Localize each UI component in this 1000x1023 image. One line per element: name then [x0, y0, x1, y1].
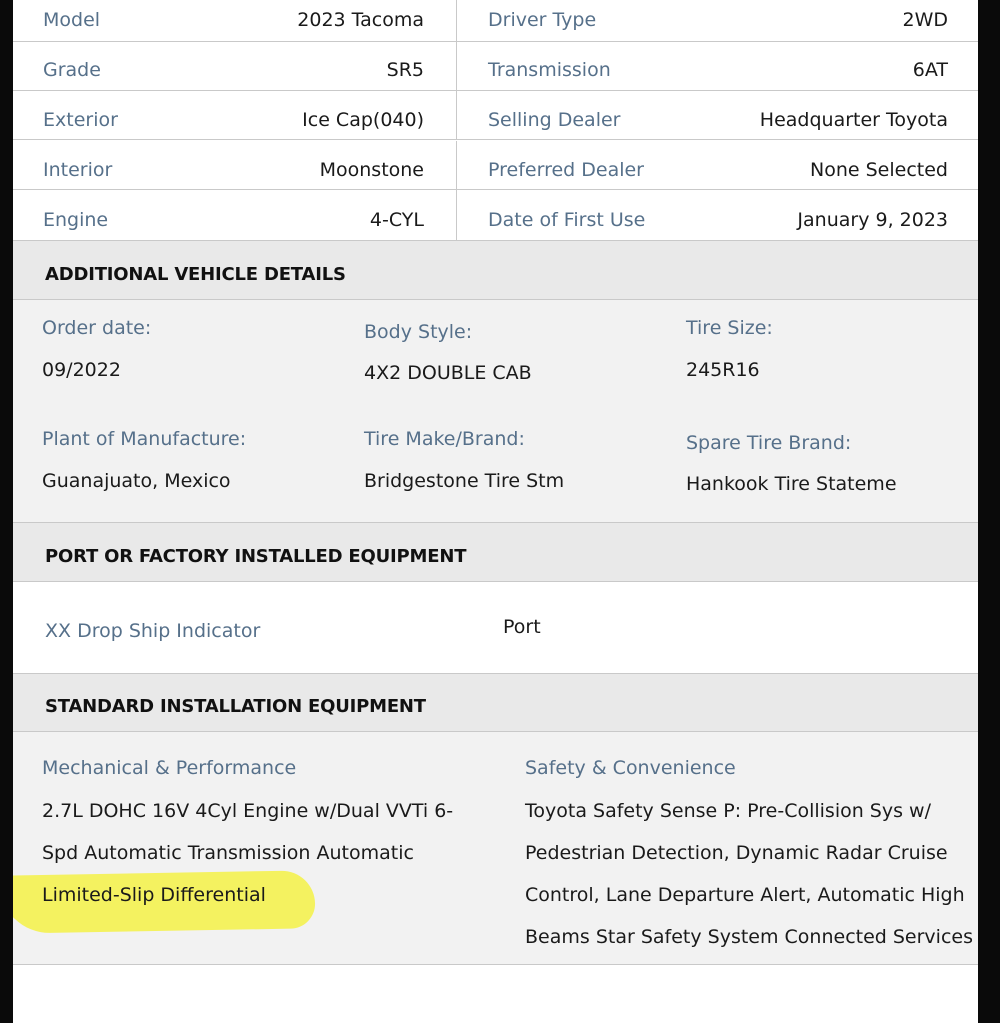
driver-type-value: 2WD: [902, 9, 948, 31]
safety-line-1: Toyota Safety Sense P: Pre-Collision Sys w/: [525, 800, 931, 822]
selling-dealer-value: Headquarter Toyota: [759, 109, 948, 131]
vehicle-details-sheet: [13, 0, 978, 1023]
plant-label: Plant of Manufacture:: [42, 428, 247, 450]
order-date-value: 09/2022: [42, 359, 121, 381]
exterior-value: Ice Cap(040): [302, 109, 424, 131]
safety-line-4: Beams Star Safety System Connected Services: [525, 926, 973, 948]
grade-label: Grade: [43, 59, 101, 81]
body-style-value: 4X2 DOUBLE CAB: [364, 362, 532, 384]
mechanical-line-1: 2.7L DOHC 16V 4Cyl Engine w/Dual VVTi 6-: [42, 800, 454, 822]
mechanical-label: Mechanical & Performance: [42, 757, 297, 779]
spec-row-grade: [13, 42, 978, 91]
preferred-dealer-value: None Selected: [810, 159, 948, 181]
model-value: 2023 Tacoma: [297, 9, 424, 31]
left-shadow: [0, 0, 13, 1023]
spare-tire-label: Spare Tire Brand:: [686, 432, 852, 454]
standard-equipment-header: [13, 673, 978, 732]
safety-line-2: Pedestrian Detection, Dynamic Radar Cruise: [525, 842, 948, 864]
drop-ship-value: Port: [503, 616, 541, 638]
right-shadow: [978, 0, 1000, 1023]
first-use-value: January 9, 2023: [797, 209, 948, 231]
tire-make-label: Tire Make/Brand:: [364, 428, 525, 450]
engine-label: Engine: [43, 209, 109, 231]
additional-details-title: ADDITIONAL VEHICLE DETAILS: [45, 264, 346, 285]
drop-ship-label: XX Drop Ship Indicator: [45, 620, 261, 642]
spec-row-engine: [13, 190, 978, 240]
spec-row-model: [13, 0, 978, 42]
order-date-label: Order date:: [42, 317, 152, 339]
spec-row-interior: [13, 141, 978, 190]
divider: [456, 0, 457, 41]
spare-tire-value: Hankook Tire Stateme: [686, 473, 897, 495]
divider: [456, 42, 457, 90]
additional-details-body: [13, 300, 978, 522]
tire-size-value: 245R16: [686, 359, 760, 381]
additional-details-header: [13, 240, 978, 300]
spec-row-exterior: [13, 91, 978, 140]
port-equipment-title: PORT OR FACTORY INSTALLED EQUIPMENT: [45, 546, 467, 567]
interior-value: Moonstone: [319, 159, 424, 181]
standard-equipment-title: STANDARD INSTALLATION EQUIPMENT: [45, 696, 426, 717]
port-equipment-body: [13, 582, 978, 673]
transmission-value: 6AT: [912, 59, 948, 81]
body-style-label: Body Style:: [364, 321, 473, 343]
transmission-label: Transmission: [488, 59, 611, 81]
engine-value: 4-CYL: [369, 209, 424, 231]
divider: [456, 141, 457, 189]
model-label: Model: [43, 9, 101, 31]
safety-label: Safety & Convenience: [525, 757, 736, 779]
divider: [456, 91, 457, 139]
exterior-label: Exterior: [43, 109, 118, 131]
interior-label: Interior: [43, 159, 113, 181]
grade-value: SR5: [386, 59, 424, 81]
tire-make-value: Bridgestone Tire Stm: [364, 470, 565, 492]
tire-size-label: Tire Size:: [686, 317, 773, 339]
mechanical-line-3: Limited-Slip Differential: [42, 884, 266, 906]
plant-value: Guanajuato, Mexico: [42, 470, 231, 492]
preferred-dealer-label: Preferred Dealer: [488, 159, 644, 181]
first-use-label: Date of First Use: [488, 209, 646, 231]
divider: [456, 190, 457, 240]
safety-line-3: Control, Lane Departure Alert, Automatic High: [525, 884, 965, 906]
port-equipment-header: [13, 522, 978, 582]
driver-type-label: Driver Type: [488, 9, 597, 31]
mechanical-line-2: Spd Automatic Transmission Automatic: [42, 842, 414, 864]
selling-dealer-label: Selling Dealer: [488, 109, 621, 131]
